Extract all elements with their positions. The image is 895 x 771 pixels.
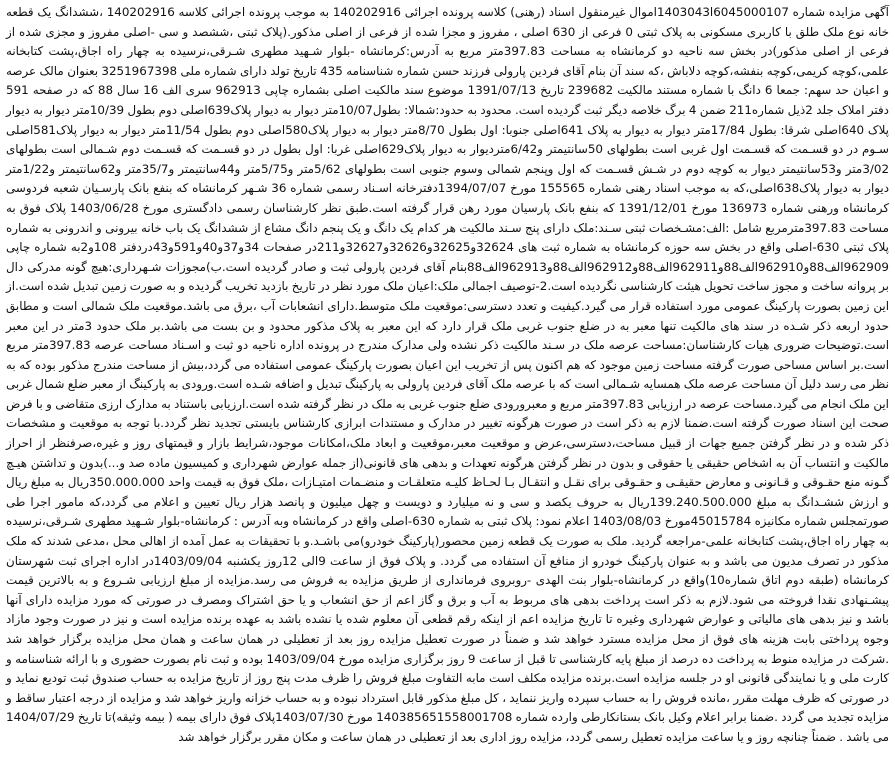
- auction-notice-body: آگهی مزایده شماره 1403043l6045000107اموال غیرمنقول اسناد (رهنی) کلاسه پرونده اجرائی 140202916 به موجب پرونده اجرائی کلاسه 140202916 ،ششدانگ یک قطعه خانه نوع ملک طلق با کاربری مسکونی به پلاک ثبتی 0 فرعی از 630 اصلی ، مفروز و مجزا شده از فرعی از اصلی مذکور.(پلاک ثبتی ،ششصد و سی -اصلی مفروز و مجزی شده از فرعی از اصلی مذکور)در بخش سه ناحیه دو کرمانشاه به مساحت 397.83متر مربع به آدرس:کرمانشاه -بلوار شـهید مطهری شـرقی،نرسیده به چهار راه اجاق،پشت کتابخانه علمی،کوچه کریمی،کوچه بنفشه،کوچه دلاباش ،که سند آن بنام آقای فردین پارولی فرزند حسن شماره شناسنامه 435 تاریخ تولد دارای شماره ملی 3251967398 بعنوان مالک عرصه و اعیان حد سهم: جمعا 6 دانگ با شماره مستند مالکیت 239682 تاریخ 1391/07/13 موضوع سند مالکیت اصلی بشماره چاپی 962913 سری الف 16 سال 88 که در صفحه 591 دفتر املاک جلد 2ذیل شماره211 ضمن 4 برگ خلاصه دیگر ثبت گردیده است. محدود به حدود:شمالا: بطول10/07متر دیوار به دیوار پلاک639اصلی دوم بطول 10/39متر دیوار به دیوار پلاک 640اصلی شرقا: بطول 17/84متر دیوار به دیوار به پلاک 641اصلی جنوبا: اول بطول 8/70متر دیوار به دیوار پلاک580اصلی دوم بطول 11/54متر دیوار به دیوار پلاک581اصلی سـوم در دو قسـمت که قسـمت اول غربی است بطولهای 50سانتیمتر و6/42متردیوار به دیوار پلاک629اصلی غربا: اول بطول در دو قسـمت که قسـمت دوم شـمالی است بطولهای 3/02متر و53سانتیمتر دیوار به کوچه دوم در شـش قسـمت که اول وپنجم شمالی وسوم جنوبی است بطولهای 5/62متر و5/75متر و44سانتیمتر و35/7متر و62سانتیمتر و1/22متر دیوار به دیوار پلاک638اصلی،که به موجب اسناد رهنی شماره 155565 مورخ 1394/07/07دفترخانه اسـناد رسمی شماره 36 شـهر کرمانشاه که بنفع بانک پارسـیان شعبه فردوسی کرمانشاه ورهنی شماره 136973 مورخ 1391/12/01 که بنفع بانک پارسیان مورد رهن قرار گرفته است.طبق نظر کارشناسان رسمی دادگستری مورخ 1403/06/28 پلاک فوق به مساحت 397.83مترمربع شامل :الف:مشـخصات ثبتی سـند:ملک دارای پنج سـند مالکیت هر کدام یک دانگ و یک پنجم دانگ مشاع از ششدانگ یک باب خانه بیرونی و اندرونی به شماره پلاک ثبتی 630-اصلی واقع در بخش سه حوزه کرمانشاه به شماره ثبت های 32624و32625و32626و32627و211در صفحات 34و37و40و591و43دردفتر 108و2به شماره چاپی 962909الف88و962910الف88و962911الف88و962912الف88و962913الف88بنام آقای فردین پارولی ثبت و صادر گردیده است.ب)مجوزات شـهرداری:هیچ گونه مدرکی دال بر پروانه ساخت و مجوز ساخت تحویل هیئت کارشناسی نگردیده است.2-توصیف اجمالی ملک:اعیان ملک مورد نظر در تاریخ بازدید تخریب گردیده و به صورت زمین تبدیل شده است.از این زمین بصورت پارکینگ عمومی مورد استفاده قرار می گیرد.کیفیت و تعدد دسترسی:موقعیت ملک متوسط.دارای انشعابات آب ،برق می باشد.موقعیت ملک شمالی است و مطابق حدود اربعه ذکر شـده در سند های مالکیت تنها معبر به در ضلع جنوب غربی ملک قرار دارد که این معبر به پلاک مذکور محدود و بن بست می باشد.بر ملک حدود 3متر در این معبر است.توضیحات ضروری هیات کارشناسان:مساحت عرصه ملک در سـند مالکیت ذکر نشده ولی مدارک مندرج در پرونده اداره ناحیه دو ثبت و اسـناد مساحت عرصه 397.83متر مربع است.بر اساس مساحی صورت گرفته مساحت زمین موجود که هم اکنون پس از تخریب این اعیان بصورت پارکینگ عمومی استفاده می گردد،بیش از مساحت مندرج مذکور بوده که به نظر می رسد دلیل آن مساحت عرصه ملک همسایه شـمالی است که با عرصه ملک آقای فردین پارولی به پارکینگ تبدیل و اضافه شـده است.ورودی به پارکینگ از معبر ضلع شمال غربی این ملک انجام می گیرد.مساحت عرصه در ارزیابی 397.83متر مربع و معبرورودی ضلع جنوب غربی به ملک در نظر گرفته شده است.ارزیابی باستناد به مدارک ارزی متقاضی و با فرض صحت این اسناد صورت گرفته است.ضمنا لازم به ذکر است در صورت هرگونه تغییر در مدارک و مستندات ابرازی کارشناس بایستی تجدید نظر گردد.با توجه به موقعیت و مشخصات ذکر شده و در نظر گرفتن جمیع جهات از قبیل مساحت،دسترسی،عرض و موقعیت معبر،موقعیت و ابعاد ملک،امکانات موجود،شرایط بازار و قیمتهای روز و غیره،صرفنظر از احراز مالکیت و انتساب آن به اشخاص حقیقی یا حقوقی و بدون در نظر گرفتن هرگونه تعهدات و بدهی های قانونی(از جمله عوارض شهرداری و کمیسیون ماده صد و...)بدون و تداشتن هیـچ گـونه منع حقـوقی و قـانونی و معارض حقیقـی و حقـوقی برای نقـل و انتقـال بـا لحـاظ کلیـه متعلقـات و منضـمات امتیـازات ،ملک فوق به قیمت واحد 350.000.000ریال به مبلغ ریال و ارزش ششـدانگ به مبلغ 139.240.500.000ریال به حروف یکصد و سی و نه میلیارد و دویست و چهل میلیون و پانصد هزار ریال تعیین و اعلام می گردد،که مامور اجرا طی صورتمجلس شماره مکانیزه 45015784مورخ 1403/08/03 اعلام نمود: پلاک ثبتی به شماره 630-اصلی واقع در کرمانشاه وبه آدرس : کرمانشاه-بلوار شـهید مطهری شـرقی،نرسیده به چهار راه اجاق،پشت کتابخانه علمی-مراجعه گردید. ملک به صورت یک قطعه زمین محصور(پارکینگ خودرو)می باشـد.و با تحقیقات به عمل آمده از اهالی محل ،مدعی شدند که ملک مذکور در تصرف مدیون می باشد و به عنوان پارکینگ خودرو از منافع آن استفاده می گردد. و پلاک فوق از ساعت 9الی 12روز یکشنبه 1403/09/04در اداره اجرای ثبت شهرستان کرمانشاه (طبقه دوم اتاق شماره10)واقع در کرمانشاه-بلوار بنت الهدی -روبروی فرمانداری از طریق مزایده به فروش می رسد.مزایده از مبلغ ارزیابی شـروع و به بالاترین قیمت پیشـنهادی نقدا فروخته می شود.لازم به ذکر است پرداخت بدهی های مربوط به آب و برق و گاز اعم از حق انشعاب و یا حق اشتراک ومصرف در صورتی که مورد مزایده دارای آنها باشد و نیز بدهی های مالیاتی و عوارض شهرداری وغیره تا تاریخ مزایده اعم از اینکه رقم قطعی آن معلوم شده یا نشده باشد به عهده برنده مزایده است و نیز در صورت وجود مازاد وجوه پرداختی بابت هزینه های فوق از محل مزایده مسترد خواهد شد و ضمناً در صورت تعطیل مزایده روز بعد از تعطیلی در همان ساعت و همان محل مزایده برگزار خواهد شد .شرکت در مزایده منوط به پرداخت ده درصد از مبلغ پایه کارشناسی تا قبل از ساعت 9 روز برگزاری مزایده مورخ 1403/09/04 بوده و ثبت نام بصورت حضوری و با ارائه شناسنامه و کارت ملی و یا نمایندگی قانونی او در جلسه مزایده است.برنده مزایده مکلف است مابه التفاوت مبلغ فروش را ظرف مدت پنج روز از تاریخ مزایده به حساب صندوق ثبت تودیع نماید و در صورتی که ظرف مهلت مقرر ،مانده فروش را به حساب سپرده واریز ننماید ، کل مبلغ مذکور قابل استرداد نبوده و به حساب خزانه واریز خواهد شد و مزایده از درجه اعتبار ساقط و مزایده تجدید می گردد .ضمنا برابر اعلام وکیل بانک بستانکارطی وارده شماره 140385651558001708 مورخ 1403/07/30پلاک فوق دارای بیمه ( بیمه وثیقه)تا تاریخ 1404/07/29 می باشد . ضمناً چنانچه روز و یا ساعت مزایده تعطیل رسمی گردد، مزایده روز اداری بعد از تعطیلی در همان ساعت و مکان مقرر برگزار خواهد شد: [6, 5, 890, 744]
